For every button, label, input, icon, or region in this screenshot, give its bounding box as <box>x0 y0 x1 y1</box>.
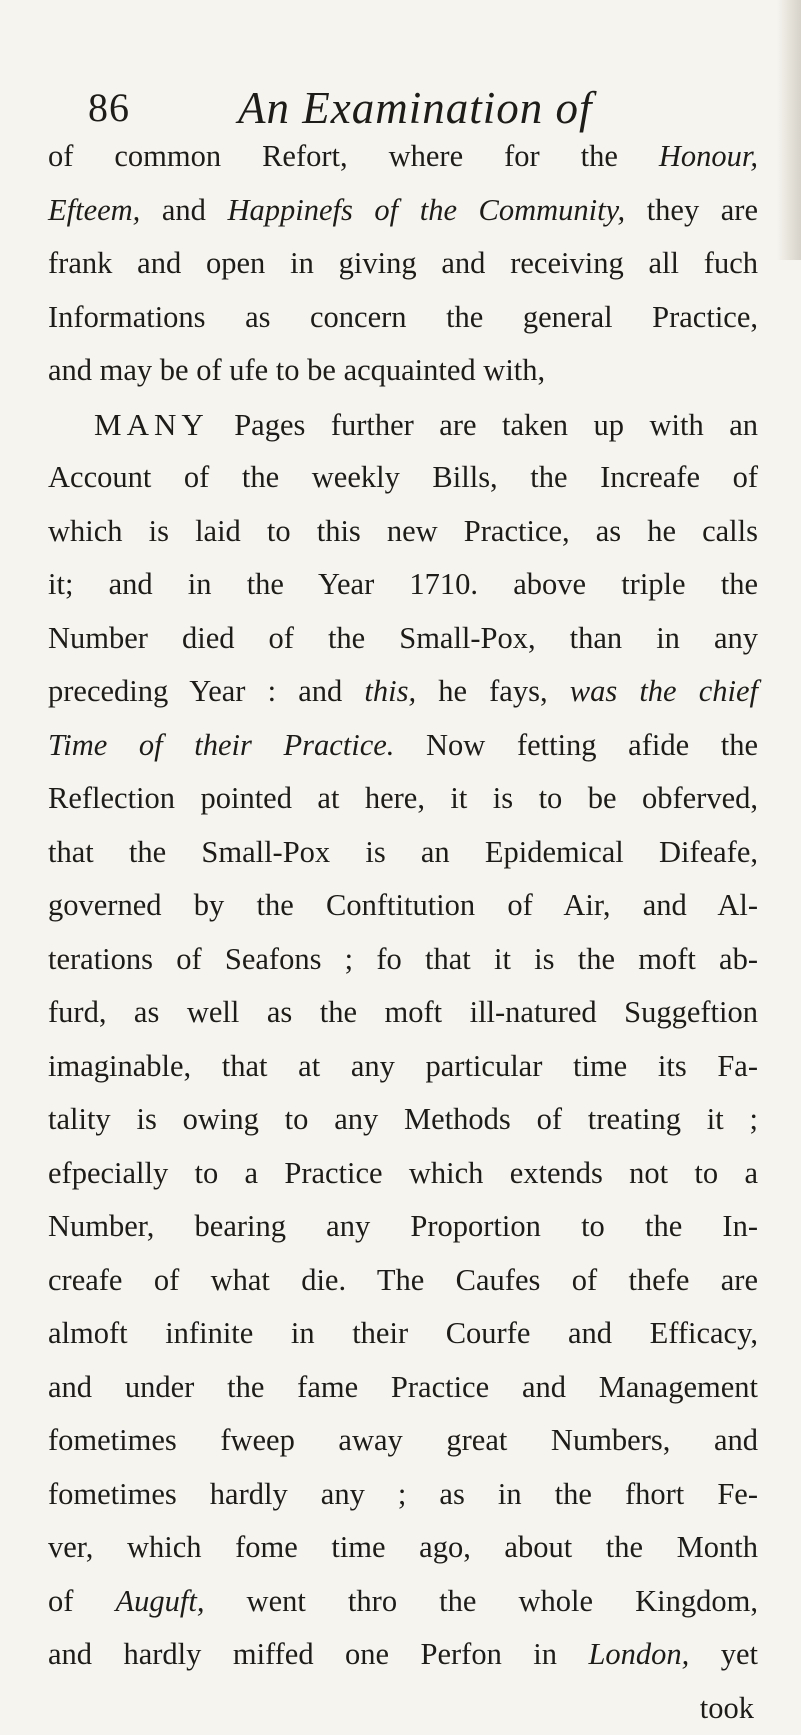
text-span: that the Small-Pox is an Epidemical Difeafe, <box>48 835 758 869</box>
text-span: yet <box>689 1637 758 1671</box>
text-span: he fays, <box>416 674 570 708</box>
text-line <box>48 1575 758 1629</box>
text-line <box>48 130 758 184</box>
text-line <box>48 1147 758 1201</box>
text-span: furd, as well as the moft ill-natured Suggeftion <box>48 995 758 1029</box>
text-span: Efteem, <box>48 193 140 227</box>
text-span: Auguft, <box>116 1584 205 1618</box>
text-span: and may be of ufe to be acquainted with, <box>48 353 545 387</box>
page-edge-shadow <box>777 0 801 260</box>
text-line <box>48 1254 758 1308</box>
text-span: of <box>48 1584 116 1618</box>
text-span: went thro the whole Kingdom, <box>204 1584 758 1618</box>
text-line <box>48 1521 758 1575</box>
page-number: 86 <box>88 84 130 131</box>
text-line <box>48 184 758 238</box>
text-line <box>48 665 758 719</box>
text-span: Pages further are taken up with an <box>209 408 758 442</box>
text-line <box>48 986 758 1040</box>
text-span: which is laid to this new Practice, as he calls <box>48 514 758 548</box>
text-span: governed by the Conftitution of Air, and Al- <box>48 888 758 922</box>
text-span: Number, bearing any Proportion to the In- <box>48 1209 758 1243</box>
text-line <box>48 1093 758 1147</box>
text-line <box>48 558 758 612</box>
text-span: frank and open in giving and receiving all fuch <box>48 246 758 280</box>
text-span: Account of the weekly Bills, the Increafe of <box>48 460 758 494</box>
text-span: and hardly miffed one Perfon in <box>48 1637 588 1671</box>
text-span: this, <box>364 674 416 708</box>
text-span: terations of Seafons ; fo that it is the moft ab- <box>48 942 758 976</box>
text-line <box>48 1628 758 1682</box>
text-line <box>48 1040 758 1094</box>
text-span: they are <box>625 193 758 227</box>
text-span: Honour, <box>659 139 758 173</box>
text-line <box>48 344 758 398</box>
text-line <box>48 719 758 773</box>
text-span: it; and in the Year 1710. above triple the <box>48 567 758 601</box>
text-span: and under the fame Practice and Management <box>48 1370 758 1404</box>
text-span: and <box>140 193 227 227</box>
text-span: fometimes fweep away great Numbers, and <box>48 1423 758 1457</box>
text-span: Reflection pointed at here, it is to be obferved, <box>48 781 758 815</box>
text-line <box>48 237 758 291</box>
text-span: preceding Year : and <box>48 674 364 708</box>
text-span: imaginable, that at any particular time its Fa- <box>48 1049 758 1083</box>
text-span: Now fetting afide the <box>394 728 758 762</box>
text-line <box>48 826 758 880</box>
text-span: fometimes hardly any ; as in the fhort Fe- <box>48 1477 758 1511</box>
running-head <box>88 62 748 132</box>
text-span: was the chief <box>570 674 758 708</box>
text-span: Informations as concern the general Practice, <box>48 300 758 334</box>
text-line <box>48 1200 758 1254</box>
text-line <box>48 772 758 826</box>
text-line <box>48 879 758 933</box>
catchword: took <box>48 1682 758 1735</box>
text-line <box>48 1414 758 1468</box>
text-span: of common Refort, where for the <box>48 139 659 173</box>
text-span: creafe of what die. The Caufes of thefe are <box>48 1263 758 1297</box>
text-line <box>48 398 758 452</box>
text-span: Number died of the Small-Pox, than in any <box>48 621 758 655</box>
text-span: Time of their Practice. <box>48 728 394 762</box>
text-line <box>48 291 758 345</box>
text-line <box>48 1307 758 1361</box>
text-line <box>48 451 758 505</box>
text-span: tality is owing to any Methods of treating it ; <box>48 1102 758 1136</box>
text-line <box>48 1361 758 1415</box>
text-span: MANY <box>94 407 209 442</box>
text-span: ver, which fome time ago, about the Month <box>48 1530 758 1564</box>
text-span: Happinefs of the Community, <box>227 193 625 227</box>
text-line <box>48 612 758 666</box>
running-title: An Examination of <box>238 82 592 134</box>
text-span: London, <box>588 1637 689 1671</box>
text-span: efpecially to a Practice which extends not to a <box>48 1156 758 1190</box>
text-span: almoft infinite in their Courfe and Efficacy, <box>48 1316 758 1350</box>
text-line <box>48 933 758 987</box>
body-text <box>48 130 758 1735</box>
text-line <box>48 1468 758 1522</box>
text-line <box>48 505 758 559</box>
